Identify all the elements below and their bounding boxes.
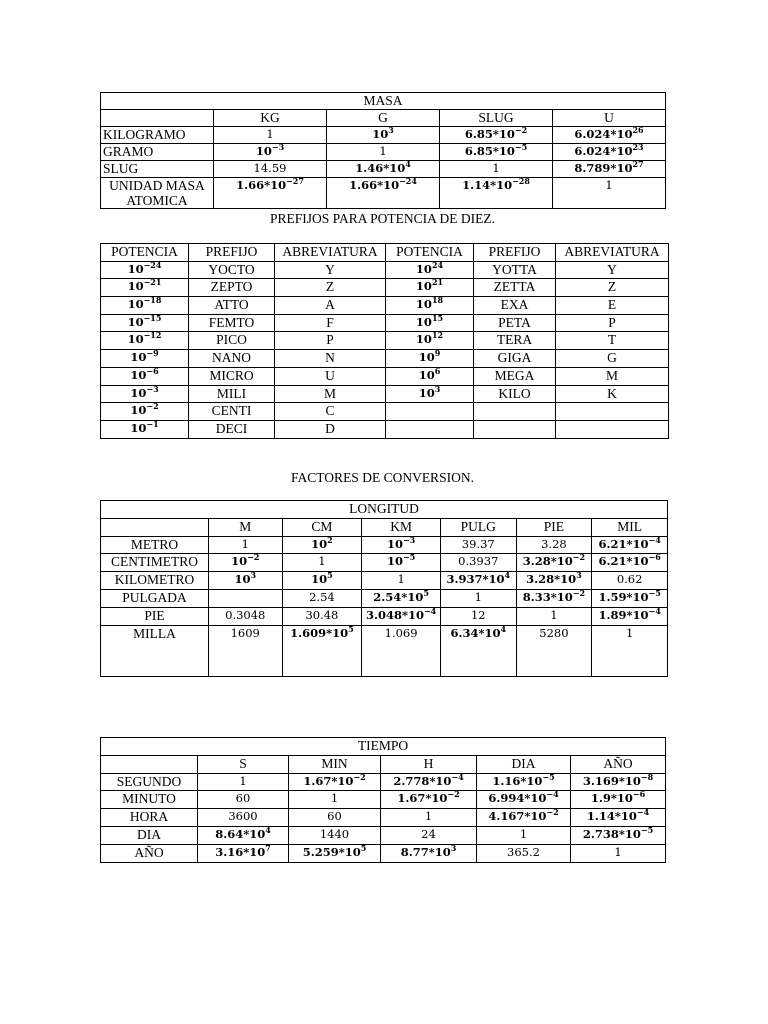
- table-row: [101, 367, 669, 385]
- data-cell: Z: [556, 279, 669, 297]
- data-cell: P: [275, 332, 386, 350]
- data-cell: $10^{-18}$: [101, 297, 189, 315]
- data-cell: 1: [477, 826, 571, 844]
- data-cell: 1: [214, 127, 327, 144]
- data-cell: $1.59*10^{-5}$: [592, 589, 668, 607]
- data-cell: 1: [440, 589, 516, 607]
- data-cell: $10^{-1}$: [101, 420, 189, 438]
- column-header: KG: [214, 110, 327, 127]
- data-cell: $3.169*10^{-8}$: [571, 773, 666, 791]
- row-label: AÑO: [101, 844, 198, 862]
- column-header: H: [381, 755, 477, 773]
- data-cell: $1.67*10^{-2}$: [381, 791, 477, 809]
- table-row: [101, 350, 669, 368]
- data-cell: ZETTA: [474, 279, 556, 297]
- data-cell: $1.89*10^{-4}$: [592, 607, 668, 625]
- data-cell: N: [275, 350, 386, 368]
- data-cell: K: [556, 385, 669, 403]
- row-label: KILOGRAMO: [101, 127, 214, 144]
- column-header: PIE: [516, 518, 592, 536]
- data-cell: $6.34*10^4$: [440, 625, 516, 676]
- data-cell: 2.54: [282, 589, 362, 607]
- data-cell: [474, 420, 556, 438]
- data-cell: $10^{-3}$: [101, 385, 189, 403]
- data-cell: $1.67*10^{-2}$: [289, 773, 381, 791]
- data-cell: Z: [275, 279, 386, 297]
- data-cell: DECI: [189, 420, 275, 438]
- data-cell: 1: [289, 791, 381, 809]
- data-cell: U: [275, 367, 386, 385]
- data-cell: $3.16*10^7$: [198, 844, 289, 862]
- data-cell: YOCTO: [189, 261, 275, 279]
- table-row: [101, 385, 669, 403]
- data-cell: [386, 420, 474, 438]
- data-cell: 1: [571, 844, 666, 862]
- data-cell: F: [275, 314, 386, 332]
- row-label: HORA: [101, 809, 198, 827]
- data-cell: $10^{21}$: [386, 279, 474, 297]
- data-cell: 1: [362, 572, 441, 590]
- table-row: [101, 572, 668, 590]
- column-header: PREFIJO: [474, 244, 556, 262]
- data-cell: ZEPTO: [189, 279, 275, 297]
- table-title: MASA: [101, 93, 666, 110]
- table-row: [101, 144, 666, 161]
- data-cell: 14.59: [214, 161, 327, 178]
- data-cell: $6.994*10^{-4}$: [477, 791, 571, 809]
- table-title-row: [101, 738, 666, 756]
- data-cell: 24: [381, 826, 477, 844]
- data-cell: M: [275, 385, 386, 403]
- data-cell: $10^{24}$: [386, 261, 474, 279]
- data-cell: 5280: [516, 625, 592, 676]
- data-cell: $3.28*10^3$: [516, 572, 592, 590]
- table-row: [101, 554, 668, 572]
- data-cell: $1.609*10^5$: [282, 625, 362, 676]
- data-cell: $10^{-12}$: [101, 332, 189, 350]
- header-row: [101, 518, 668, 536]
- data-cell: $3.28*10^{-2}$: [516, 554, 592, 572]
- data-cell: PICO: [189, 332, 275, 350]
- table-row: [101, 314, 669, 332]
- data-cell: $10^{-3}$: [214, 144, 327, 161]
- data-cell: $8.789*10^{27}$: [553, 161, 666, 178]
- table-row: [101, 809, 666, 827]
- factores-caption: FACTORES DE CONVERSION.: [291, 470, 474, 485]
- table-row: [101, 161, 666, 178]
- data-cell: 12: [440, 607, 516, 625]
- data-cell: $8.77*10^3$: [381, 844, 477, 862]
- data-cell: PETA: [474, 314, 556, 332]
- data-cell: 1: [282, 554, 362, 572]
- column-header: [101, 755, 198, 773]
- data-cell: MICRO: [189, 367, 275, 385]
- data-cell: $1.66*10^{-27}$: [214, 178, 327, 209]
- data-cell: 1.069: [362, 625, 441, 676]
- column-header: ABREVIATURA: [275, 244, 386, 262]
- data-cell: [208, 589, 282, 607]
- data-cell: $10^3$: [327, 127, 440, 144]
- data-cell: FEMTO: [189, 314, 275, 332]
- column-header: KM: [362, 518, 441, 536]
- data-cell: KILO: [474, 385, 556, 403]
- column-header: CM: [282, 518, 362, 536]
- row-label: MILLA: [101, 625, 209, 676]
- data-cell: $10^2$: [282, 536, 362, 554]
- column-header: S: [198, 755, 289, 773]
- data-cell: ATTO: [189, 297, 275, 315]
- data-cell: 60: [289, 809, 381, 827]
- table-row: [101, 844, 666, 862]
- column-header: U: [553, 110, 666, 127]
- data-cell: $2.738*10^{-5}$: [571, 826, 666, 844]
- column-header: AÑO: [571, 755, 666, 773]
- data-cell: CENTI: [189, 403, 275, 421]
- data-cell: MEGA: [474, 367, 556, 385]
- data-cell: E: [556, 297, 669, 315]
- column-header: ABREVIATURA: [556, 244, 669, 262]
- data-cell: C: [275, 403, 386, 421]
- column-header: DIA: [477, 755, 571, 773]
- column-header: MIN: [289, 755, 381, 773]
- table-title-row: [101, 93, 666, 110]
- prefijos-caption: PREFIJOS PARA POTENCIA DE DIEZ.: [270, 211, 495, 226]
- tiempo-table: [100, 737, 666, 863]
- table-row: [101, 773, 666, 791]
- data-cell: $10^{18}$: [386, 297, 474, 315]
- table-row: [101, 607, 668, 625]
- header-row: [101, 755, 666, 773]
- data-cell: 1: [327, 144, 440, 161]
- column-header: POTENCIA: [386, 244, 474, 262]
- data-cell: MILI: [189, 385, 275, 403]
- column-header: M: [208, 518, 282, 536]
- row-label: PULGADA: [101, 589, 209, 607]
- table-title-row: [101, 501, 668, 519]
- data-cell: 1: [381, 809, 477, 827]
- table-row: [101, 826, 666, 844]
- data-cell: $3.048*10^{-4}$: [362, 607, 441, 625]
- data-cell: 1: [198, 773, 289, 791]
- data-cell: T: [556, 332, 669, 350]
- data-cell: $10^3$: [386, 385, 474, 403]
- row-label: UNIDAD MASA ATOMICA: [101, 178, 214, 209]
- data-cell: 60: [198, 791, 289, 809]
- data-cell: EXA: [474, 297, 556, 315]
- data-cell: $10^{-15}$: [101, 314, 189, 332]
- data-cell: $10^6$: [386, 367, 474, 385]
- row-label: METRO: [101, 536, 209, 554]
- table-row: [101, 261, 669, 279]
- table-title: LONGITUD: [101, 501, 668, 519]
- data-cell: [556, 403, 669, 421]
- data-cell: NANO: [189, 350, 275, 368]
- data-cell: $10^{-21}$: [101, 279, 189, 297]
- data-cell: [386, 403, 474, 421]
- data-cell: $6.21*10^{-6}$: [592, 554, 668, 572]
- masa-table: [100, 92, 666, 209]
- data-cell: TERA: [474, 332, 556, 350]
- column-header: MIL: [592, 518, 668, 536]
- data-cell: 1: [516, 607, 592, 625]
- data-cell: $10^3$: [208, 572, 282, 590]
- table-row: [101, 589, 668, 607]
- data-cell: $1.66*10^{-24}$: [327, 178, 440, 209]
- row-label: MINUTO: [101, 791, 198, 809]
- data-cell: $2.778*10^{-4}$: [381, 773, 477, 791]
- data-cell: $6.024*10^{23}$: [553, 144, 666, 161]
- data-cell: $10^{12}$: [386, 332, 474, 350]
- data-cell: 1: [553, 178, 666, 209]
- row-label: GRAMO: [101, 144, 214, 161]
- data-cell: 0.62: [592, 572, 668, 590]
- row-label: DIA: [101, 826, 198, 844]
- table-row: [101, 127, 666, 144]
- header-row: [101, 244, 669, 262]
- column-header: POTENCIA: [101, 244, 189, 262]
- data-cell: 30.48: [282, 607, 362, 625]
- data-cell: [474, 403, 556, 421]
- data-cell: $6.85*10^{-5}$: [440, 144, 553, 161]
- data-cell: $6.024*10^{26}$: [553, 127, 666, 144]
- column-header: G: [327, 110, 440, 127]
- data-cell: $6.85*10^{-2}$: [440, 127, 553, 144]
- table-row: [101, 625, 668, 676]
- table-row: [101, 403, 669, 421]
- data-cell: $10^{-2}$: [208, 554, 282, 572]
- row-label: PIE: [101, 607, 209, 625]
- data-cell: Y: [556, 261, 669, 279]
- data-cell: $10^{-9}$: [101, 350, 189, 368]
- data-cell: D: [275, 420, 386, 438]
- row-label: SEGUNDO: [101, 773, 198, 791]
- data-cell: $8.64*10^4$: [198, 826, 289, 844]
- data-cell: $3.937*10^4$: [440, 572, 516, 590]
- row-label: SLUG: [101, 161, 214, 178]
- row-label: KILOMETRO: [101, 572, 209, 590]
- data-cell: $4.167*10^{-2}$: [477, 809, 571, 827]
- table-row: [101, 279, 669, 297]
- data-cell: GIGA: [474, 350, 556, 368]
- data-cell: 1: [208, 536, 282, 554]
- data-cell: 0.3048: [208, 607, 282, 625]
- data-cell: $10^{15}$: [386, 314, 474, 332]
- data-cell: 1609: [208, 625, 282, 676]
- data-cell: $6.21*10^{-4}$: [592, 536, 668, 554]
- data-cell: $10^{-6}$: [101, 367, 189, 385]
- data-cell: $1.14*10^{-28}$: [440, 178, 553, 209]
- data-cell: $1.16*10^{-5}$: [477, 773, 571, 791]
- data-cell: $1.14*10^{-4}$: [571, 809, 666, 827]
- row-label: CENTIMETRO: [101, 554, 209, 572]
- data-cell: Y: [275, 261, 386, 279]
- data-cell: 3600: [198, 809, 289, 827]
- table-row: [101, 420, 669, 438]
- column-header: PULG: [440, 518, 516, 536]
- data-cell: A: [275, 297, 386, 315]
- data-cell: $10^{-2}$: [101, 403, 189, 421]
- data-cell: 0.3937: [440, 554, 516, 572]
- data-cell: $10^{-3}$: [362, 536, 441, 554]
- data-cell: 365.2: [477, 844, 571, 862]
- data-cell: $1.9*10^{-6}$: [571, 791, 666, 809]
- table-row: [101, 178, 666, 209]
- longitud-table: [100, 500, 668, 677]
- data-cell: $10^{-5}$: [362, 554, 441, 572]
- column-header: PREFIJO: [189, 244, 275, 262]
- data-cell: $10^5$: [282, 572, 362, 590]
- table-row: [101, 332, 669, 350]
- data-cell: M: [556, 367, 669, 385]
- data-cell: $2.54*10^5$: [362, 589, 441, 607]
- table-row: [101, 791, 666, 809]
- data-cell: [556, 420, 669, 438]
- prefijos-table: [100, 243, 669, 439]
- data-cell: 39.37: [440, 536, 516, 554]
- data-cell: $10^9$: [386, 350, 474, 368]
- data-cell: 1: [592, 625, 668, 676]
- data-cell: P: [556, 314, 669, 332]
- column-header: SLUG: [440, 110, 553, 127]
- table-row: [101, 536, 668, 554]
- header-row: [101, 110, 666, 127]
- data-cell: $8.33*10^{-2}$: [516, 589, 592, 607]
- data-cell: 1440: [289, 826, 381, 844]
- table-title: TIEMPO: [101, 738, 666, 756]
- column-header: [101, 110, 214, 127]
- data-cell: G: [556, 350, 669, 368]
- data-cell: $10^{-24}$: [101, 261, 189, 279]
- data-cell: 3.28: [516, 536, 592, 554]
- data-cell: 1: [440, 161, 553, 178]
- column-header: [101, 518, 209, 536]
- data-cell: $5.259*10^5$: [289, 844, 381, 862]
- data-cell: $1.46*10^4$: [327, 161, 440, 178]
- table-row: [101, 297, 669, 315]
- data-cell: YOTTA: [474, 261, 556, 279]
